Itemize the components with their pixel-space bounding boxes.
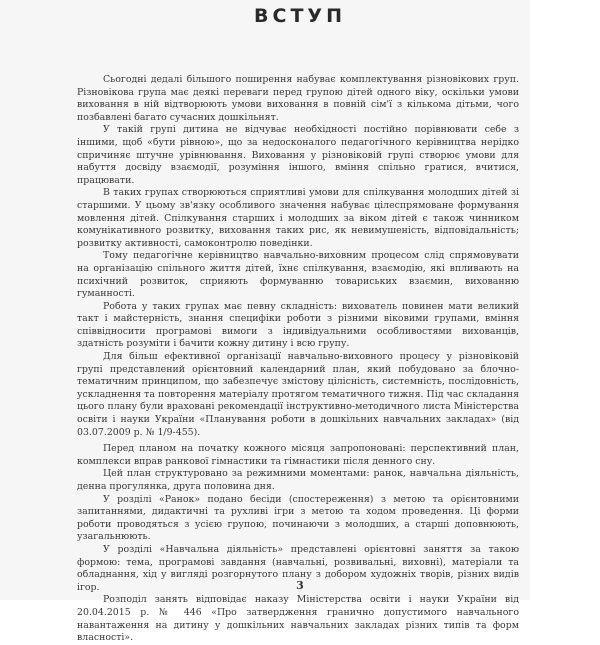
document-body	[77, 74, 519, 645]
paragraph-morning: У розділі «Ранок» подано бесіди (спостереження) з метою та орієнтовними запитаннями, дидактичні та рухливі ігри з метою та ходом проведення. Ці форми роботи проводяться з усією групою, починаючи з молодших, а старші доповнюють, узагальнюють.	[77, 493, 519, 543]
paragraph-calendar-plan: Для більш ефективної організації навчально-виховного процесу у різновіковій групі представлений орієнтовний календарний план, який побудовано за блочно-тематичним принципом, що забезпечує змістову цілісність, системність, послідовність, ускладнення та повторення матеріалу протягом тематичного тижня. Під час складання цього плану були враховані рекомендації інструктивно-методичного листа Міністерства освіти і науки України «Планування роботи в дошкільних навчальних закладах» (від 03.07.2009 р. № 1/9-455).	[77, 351, 519, 438]
paragraph-structure: Цей план структуровано за режимними моментами: ранок, навчальна діяльність, денна прогулянка, друга половина дня.	[77, 468, 519, 492]
paragraph-distribution: Розподіл занять відповідає наказу Міністерства освіти і науки України від 20.04.2015 р. № 446 «Про затвердження гранично допустимого навчального навантаження на дитину у дошкільних навчальних закладах різних типів та форм власності».	[77, 594, 519, 644]
paragraph-complexity: Робота у таких групах має певну складність: вихователь повинен мати великий такт і майстерність, знання специфіки роботи з різними віковими групами, вміння співвідносити програмові вимоги з індивідуальними особливостями вихованців, здатність розуміти і бачити кожну дитину і всю групу.	[77, 300, 519, 350]
paragraph-monthly-plan: Перед планом на початку кожного місяця запропоновані: перспективний план, комплекси вправ ранкової гімнастики та гімнастики після денного сну.	[77, 443, 519, 467]
paragraph-comparison: У такій групі дитина не відчуває необхідності постійно порівнювати себе з іншими, щоб «бути рівною», що за недосконалого педагогічного керівництва нерідко спричиняє штучне урівнювання. Виховання у різновіковій групі створює умови для набуття досвіду взаємодії, розуміння іншого, вміння спільно гратися, вчитися, працювати.	[77, 124, 519, 186]
paragraph-communication: В таких групах створюються сприятливі умови для спілкування молодших дітей зі старшими. У цьому зв'язку особливого значення набуває цілеспрямоване формування мовлення дітей. Спілкування старших і молодших за віком дітей є також чинником комунікативного розвитку, виховання таких рис, як невимушеність, відповідальність; розвитку активності, самоконтролю поведінки.	[77, 187, 519, 249]
paragraph-intro: Сьогодні дедалі більшого поширення набуває комплектування різновікових груп. Різновікова група має деякі переваги перед групою дітей одного віку, оскільки умови виховання в ній відтворюють умови виховання в повній сім'ї з кількома дітьми, чого позбавлені багато сучасних дошкільнят.	[77, 74, 519, 123]
page-number: 3	[296, 579, 304, 592]
paragraph-guidance: Тому педагогічне керівництво навчально-виховним процесом слід спрямовувати на організацію спільного життя дітей, їхнє спілкування, взаємодію, які впливають на психічний розвиток, сприяють формуванню товариських взаємин, вихованню гуманності.	[77, 250, 519, 300]
paragraph-learning-activity: У розділі «Навчальна діяльність» представлені орієнтовні заняття за такою формою: тема, програмові завдання (навчальні, розвивальні, виховні), матеріали та обладнання, хід у вигляді розгорнутого плану з добором художніх творів, різних видів ігор.	[77, 543, 519, 593]
page-title: ВСТУП	[254, 5, 346, 27]
